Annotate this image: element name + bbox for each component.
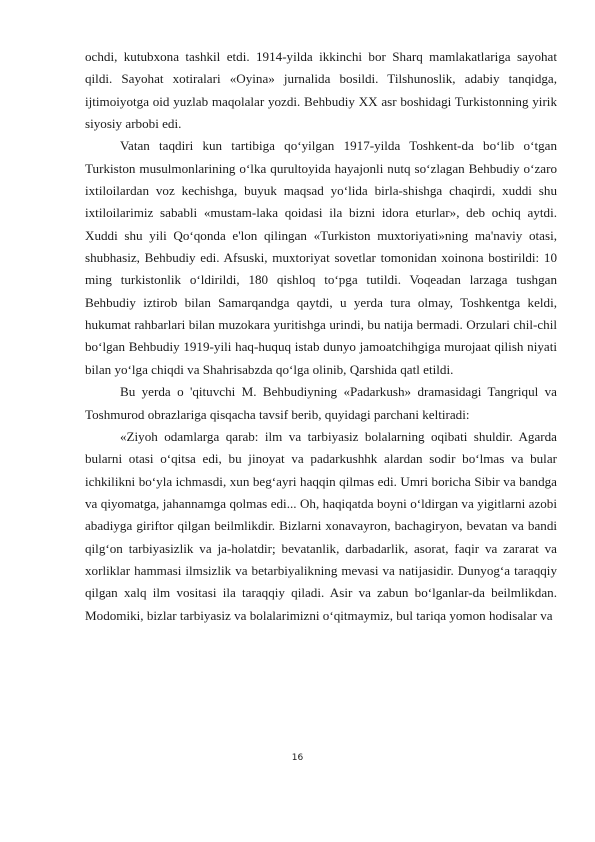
paragraph-4: «Ziyoh odamlarga qarab: ilm va tarbiyasiz bolalarning oqibati shuldir. Agarda bularni otasi o‘qitsa edi, bu jinoyat va padarkushhk alardan sodir bo‘lmas va bular ichkilikni bo‘yla ichmasdi, xun beg‘ayri haqqin qilmas edi. Umri boricha Sibir va bandga va qiyomatga, jahannamga qolmas edi... Oh, haqiqatda boyni o‘ldirgan va yigitlarni azobi abadiyga giriftor qilgan beilmlikdir. Bizlarni xonavayron, bachagiryon, bevatan va bandi qilg‘on tarbiyasizlik va ja-holatdir; bevatanlik, darbadarlik, asorat, faqir va zararat va xorliklar hammasi ilmsizlik va betarbiyalikning mevasi va natijasidir. Dunyog‘a taraqqiy qilgan xalq ilm vositasi ila taraqqiy qiladi. Asir va zabun bo‘lganlar-da beilmlikdan. Modomiki, bizlar tarbiyasiz va bolalarimizni o‘qitmaymiz, bul tariqa yomon hodisalar va [85, 428, 557, 623]
paragraph-1: ochdi, kutubxona tashkil etdi. 1914-yilda ikkinchi bor Sharq mamlakatlariga sayohat qildi. Sayohat xotiralari «Oyina» jurnalida bosildi. Tilshunoslik, adabiy tanqidga, ijtimoiyotga oid yuzlab maqolalar yozdi. Behbudiy XX asr boshidagi Turkistonning yirik siyosiy arbobi edi. [85, 49, 557, 132]
paragraph-3: Bu yerda o 'qituvchi M. Behbudiyning «Padarkush» dramasidagi Tangriqul va Toshmurod obrazlariga qisqacha tavsif berib, quyidagi parchani keltiradi: [85, 384, 557, 422]
page-number: 16 [291, 753, 304, 763]
paragraph-2: Vatan taqdiri kun tartibiga qo‘yilgan 1917-yilda Toshkent-da bo‘lib o‘tgan Turkiston musulmonlarining o‘lka qurultoyida hayajonli nutq so‘zlagan Behbudiy o‘zaro ixtiloilardan voz kechishga, buyuk maqsad yo‘lida birla-shishga chaqirdi, xuddi shu ixtiloilarimiz sababli «mustam-laka qoidasi ila bizni idora eturlar», deb ochiq aytdi. Xuddi shu yili Qo‘qonda e'lon qilingan «Turkiston muxtoriyati»ning ma'naviy otasi, shubhasiz, Behbudiy edi. Afsuski, muxtoriyat sovetlar tomonidan xoinona bostirildi: 10 ming turkistonlik o‘ldirildi, 180 qishloq to‘pga tutildi. Voqeadan larzaga tushgan Behbudiy iztirob bilan Samarqandga qaytdi, u yerda tura olmay, Toshkentga keldi, hukumat rahbarlari bilan muzokara yuritishga urindi, bu natija bermadi. Orzulari chil-chil bo‘lgan Behbudiy 1919-yili haq-huquq istab dunyo jamoatchihgiga murojaat qilish niyati bilan yo‘lga chiqdi va Shahrisabzda qo‘lga olinib, Qarshida qatl etildi. [85, 138, 557, 377]
body-text [85, 46, 557, 627]
